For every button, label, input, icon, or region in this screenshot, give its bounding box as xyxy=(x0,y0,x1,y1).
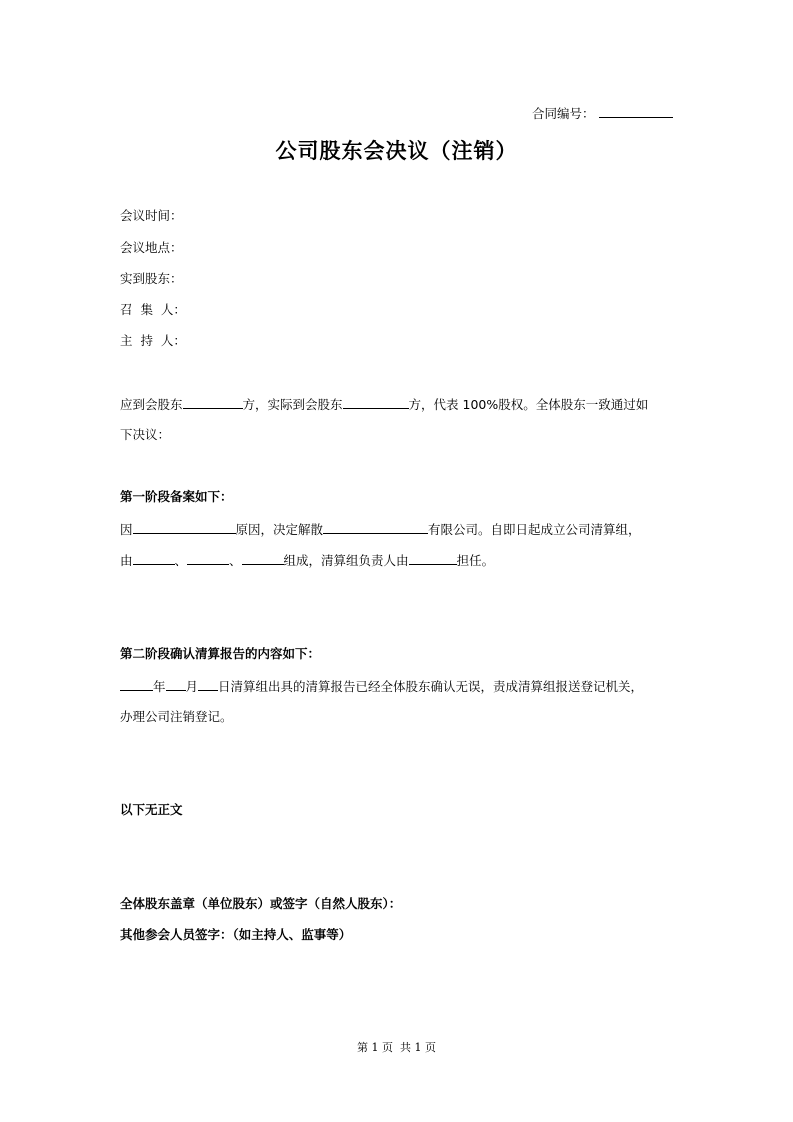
other-attendee-signature-line: 其他参会人员签字：（如主持人、监事等） xyxy=(120,927,352,942)
year-blank xyxy=(120,677,153,691)
page-number-footer: 第 1 页 共 1 页 xyxy=(357,1041,436,1054)
intro-line-1 xyxy=(120,395,648,413)
meeting-place-label: 会议地点： xyxy=(120,240,183,255)
intro-line-2: 下决议： xyxy=(120,427,171,442)
intro-text-2: 方，实际到会股东 xyxy=(242,397,343,412)
day-blank xyxy=(198,677,218,691)
month-blank xyxy=(166,677,186,691)
shareholder-signature-line: 全体股东盖章（单位股东）或签字（自然人股东）： xyxy=(120,896,402,911)
month-label: 月 xyxy=(185,679,199,694)
section1-text-b: 原因，决定解散 xyxy=(235,522,324,537)
section2-text: 日清算组出具的清算报告已经全体股东确认无误，责成清算组报送登记机关， xyxy=(218,679,644,694)
section2-line-2: 办理公司注销登记。 xyxy=(120,709,233,724)
intro-text-3: 方，代表 100%股权。全体股东一致通过如 xyxy=(408,397,649,412)
section1-text-f: 担任。 xyxy=(456,553,495,568)
member-2-blank xyxy=(187,551,229,565)
leader-blank xyxy=(409,551,457,565)
section2-heading: 第二阶段确认清算报告的内容如下： xyxy=(120,646,321,661)
convener-label: 召 集 人： xyxy=(120,302,186,317)
member-1-blank xyxy=(133,551,175,565)
expected-shareholders-blank xyxy=(183,395,243,409)
actual-shareholders-blank xyxy=(343,395,409,409)
section1-line-1 xyxy=(120,520,641,538)
no-more-text: 以下无正文 xyxy=(120,802,183,817)
host-label: 主 持 人： xyxy=(120,333,186,348)
section1-text-e: 组成，清算组负责人由 xyxy=(283,553,409,568)
attending-shareholders-label: 实到股东： xyxy=(120,271,183,286)
intro-text-1: 应到会股东 xyxy=(120,397,183,412)
section1-heading: 第一阶段备案如下： xyxy=(120,489,233,504)
company-name-blank xyxy=(323,520,428,534)
member-3-blank xyxy=(242,551,284,565)
reason-blank xyxy=(133,520,236,534)
section1-text-a: 因 xyxy=(120,522,133,537)
separator-1: 、 xyxy=(174,553,188,568)
meeting-time-label: 会议时间： xyxy=(120,208,183,223)
contract-number-blank xyxy=(599,104,673,118)
contract-number-label: 合同编号： xyxy=(532,106,595,121)
contract-number-line xyxy=(532,104,673,122)
section1-text-c: 有限公司。自即日起成立公司清算组， xyxy=(428,522,641,537)
separator-2: 、 xyxy=(229,553,242,568)
section1-text-d: 由 xyxy=(120,553,133,568)
document-title: 公司股东会决议（注销） xyxy=(275,138,518,163)
section1-line-2 xyxy=(120,551,494,569)
year-label: 年 xyxy=(153,679,166,694)
section2-line-1 xyxy=(120,677,643,695)
